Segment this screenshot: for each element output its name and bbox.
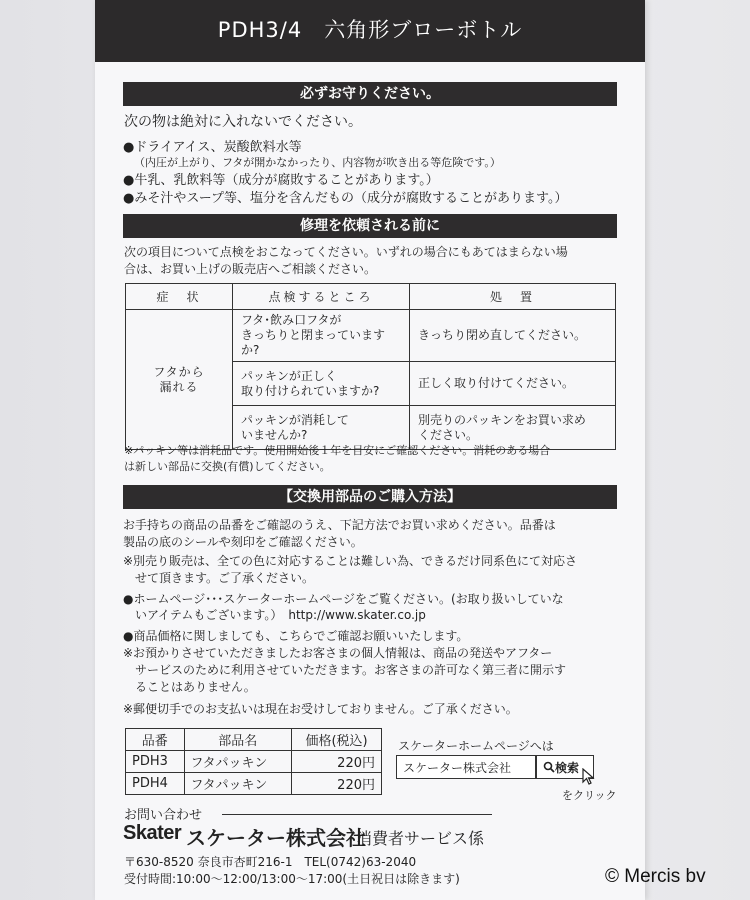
table-header: 品番 (126, 729, 185, 751)
parts-text: ●ホームページ･･･スケーターホームページをご覧ください。(お取り扱いしていな (123, 592, 564, 606)
search-button (543, 759, 579, 776)
table-header: 点検するところ (233, 284, 410, 310)
repair-intro: 合は、お買い上げの販売店へご相談ください。 (124, 262, 377, 276)
parts-text: いアイテムもございます。） http://www.skater.co.jp (123, 608, 426, 622)
part-number: PDH4 (126, 773, 185, 795)
action-cell: 別売りのパッキンをお買い求め ください。 (410, 406, 616, 450)
search-text: スケーター株式会社 (403, 761, 512, 775)
search-box (396, 755, 594, 779)
price-table (125, 728, 382, 795)
parts-text: ※別売り販売は、全ての色に対応することは難しい為、できるだけ同系色にて対応さ (123, 554, 578, 568)
page-title: PDH3/4 六角形ブローボトル (217, 18, 523, 42)
warning-intro: 次の物は絶対に入れないでください。 (124, 114, 362, 130)
part-price: 220円 (292, 751, 382, 773)
parts-text: お手持ちの商品の品番をご確認のうえ、下記方法でお買い求めください。品番は (123, 518, 556, 532)
department: 消費者サービス係 (356, 829, 485, 848)
parts-text: せて頂きます。ご了承ください。 (123, 571, 315, 585)
troubleshooting-table (125, 283, 616, 450)
table-row (126, 751, 382, 773)
symptom-cell: フタから 漏れる (126, 310, 233, 450)
table-header: 部品名 (184, 729, 292, 751)
parts-text: サービスのために利用させていただきます。お客さまの許可なく第三者に開示す (123, 663, 567, 677)
warning-note: （内圧が上がり、フタが開かなかったり、内容物が吹き出る等危険です。） (134, 156, 501, 169)
warning-item: ●みそ汁やスープ等、塩分を含んだもの（成分が腐敗することがあります。） (123, 191, 568, 206)
action-cell: きっちり閉め直してください。 (410, 310, 616, 362)
search-icon (543, 761, 555, 773)
part-name: フタパッキン (184, 751, 292, 773)
section-heading-parts: 【交換用部品のご購入方法】 (123, 485, 617, 509)
table-row (126, 773, 382, 795)
gasket-note: ※パッキン等は消耗品です。使用開始後１年を目安にご確認ください。消耗のある場合 (124, 444, 551, 457)
warning-item: ●ドライアイス、炭酸飲料水等 (123, 140, 302, 155)
part-price: 220円 (292, 773, 382, 795)
action-cell: 正しく取り付けてください。 (410, 362, 616, 406)
address: 〒630-8520 奈良市杏町216-1 TEL(0742)63-2040 (124, 855, 417, 869)
search-button-label: 検索 (555, 761, 580, 775)
section-heading-repair: 修理を依頼される前に (123, 214, 617, 238)
table-header-row (126, 729, 382, 751)
check-cell: パッキンが正しく 取り付けられていますか? (233, 362, 410, 406)
check-cell: パッキンが消耗して いませんか? (233, 406, 410, 450)
gasket-note: は新しい部品に交換(有償)してください。 (124, 460, 331, 473)
table-header: 症 状 (126, 284, 233, 310)
parts-text: 製品の底のシールや刻印をご確認ください。 (123, 535, 363, 549)
parts-text: ※郵便切手でのお支払いは現在お受けしておりません。ご了承ください。 (123, 702, 518, 716)
copyright-watermark: © Mercis bv (605, 866, 706, 887)
table-header-row (126, 284, 616, 310)
part-number: PDH3 (126, 751, 185, 773)
table-row (126, 310, 616, 362)
contact-label: お問い合わせ (124, 808, 203, 823)
section-heading-warning: 必ずお守りください。 (123, 82, 617, 106)
cursor-arrow-icon (582, 768, 596, 786)
parts-text: ●商品価格に関しましても、こちらでご確認お願いいたします。 (123, 629, 469, 643)
business-hours: 受付時間:10:00〜12:00/13:00〜17:00(土日祝日は除きます) (124, 872, 460, 886)
click-label: をクリック (562, 789, 617, 802)
company-logo-en: Skater (123, 822, 182, 844)
contact-divider (222, 814, 492, 815)
homepage-label: スケーターホームページへは (398, 739, 554, 753)
table-header: 処 置 (410, 284, 616, 310)
warning-item: ●牛乳、乳飲料等（成分が腐敗することがあります。） (123, 173, 439, 188)
company-name: スケーター株式会社 (186, 826, 366, 850)
parts-text: ることはありません。 (123, 680, 256, 694)
table-header: 価格(税込) (292, 729, 382, 751)
part-name: フタパッキン (184, 773, 292, 795)
search-divider (535, 756, 537, 778)
check-cell: フタ･飲み口フタが きっちりと閉まっていますか? (233, 310, 410, 362)
parts-text: ※お預かりさせていただきましたお客さまの個人情報は、商品の発送やアフター (123, 646, 553, 660)
repair-intro: 次の項目について点検をおこなってください。いずれの場合にもあてはまらない場 (124, 245, 568, 259)
